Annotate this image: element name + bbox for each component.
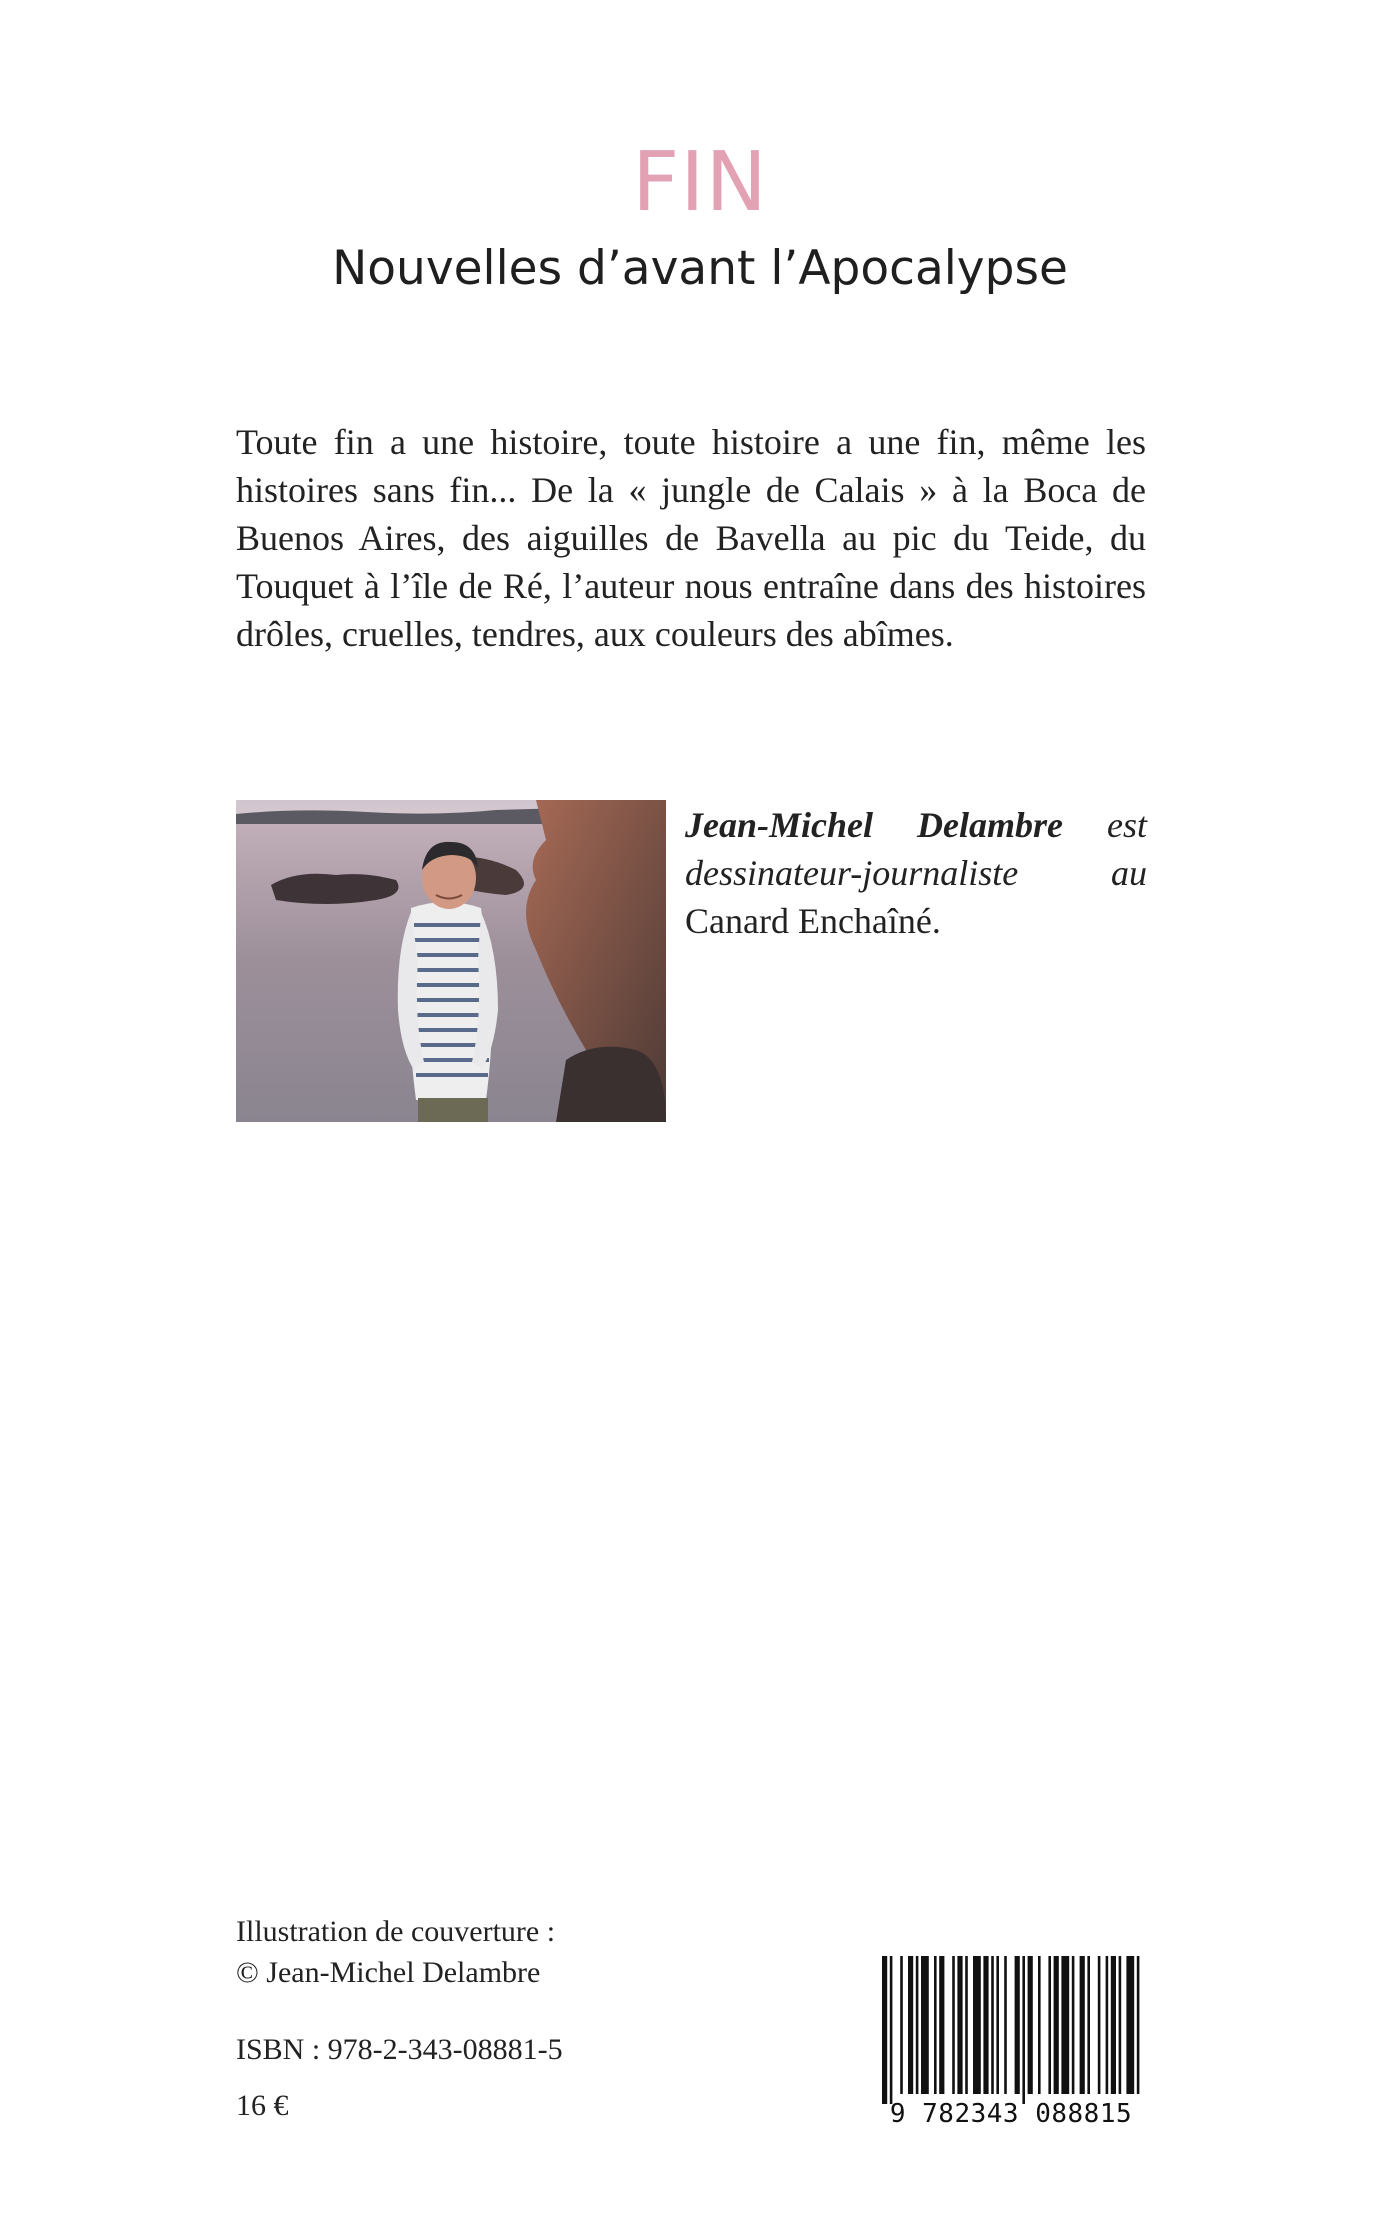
barcode-bar: [1054, 1956, 1059, 2094]
back-cover-blurb: [236, 418, 1146, 658]
author-bio: [685, 801, 1147, 945]
barcode-bar: [1119, 1956, 1122, 2094]
barcode-bar: [1038, 1956, 1041, 2094]
barcode-bar: [1028, 1956, 1033, 2094]
barcode-bar: [1087, 1956, 1090, 2094]
barcode-bar: [1004, 1956, 1007, 2094]
illustration-author: © Jean-Michel Delambre: [236, 1956, 541, 1989]
barcode-bar: [973, 1956, 981, 2094]
barcode-bar: [957, 1956, 962, 2094]
barcode-bar: [1048, 1956, 1051, 2094]
barcode-bar: [1106, 1956, 1109, 2094]
barcode-bar: [991, 1956, 994, 2094]
illustration-label: Illustration de couverture :: [236, 1915, 556, 1948]
barcode-bar: [916, 1956, 919, 2094]
barcode-graphic: [872, 1956, 1150, 2128]
barcode-bar: [908, 1956, 913, 2094]
barcode-bar: [900, 1956, 903, 2094]
barcode-bar: [1022, 1956, 1025, 2104]
barcode-bar: [983, 1956, 988, 2094]
barcode-bar: [1111, 1956, 1116, 2094]
barcode-bar: [1072, 1956, 1075, 2094]
barcode-bar: [934, 1956, 937, 2094]
barcode-bar: [921, 1956, 929, 2094]
blurb-text: Toute fin a une histoire, toute histoire a une fin, même les histoires sans fin... De la « jungle de Calais » à la Boca de Buenos Aires, des aiguilles de Bavella au pic du Teide, du Touquet à l’île de Ré, l’auteur nous entraîne dans des histoires drôles, cruelles, tendres, aux couleurs des abîmes.: [236, 422, 1146, 654]
bio-publication: Canard Enchaîné.: [685, 901, 941, 941]
barcode: [872, 1956, 1150, 2128]
barcode-bar: [939, 1956, 944, 2094]
barcode-bar: [1137, 1956, 1140, 2094]
book-title: FIN: [632, 135, 768, 230]
barcode-bar: [1126, 1956, 1134, 2094]
barcode-bar: [1080, 1956, 1085, 2094]
barcode-bar: [1015, 1956, 1020, 2094]
barcode-bar: [1061, 1956, 1069, 2094]
bio-role: dessinateur-journaliste au: [685, 853, 1147, 893]
barcode-bar: [1098, 1956, 1101, 2094]
book-subtitle: Nouvelles d’avant l’Apocalypse: [332, 241, 1068, 296]
barcode-bar: [890, 1956, 893, 2104]
bio-est: est: [1107, 805, 1148, 845]
barcode-bar: [952, 1956, 955, 2094]
barcode-bar: [965, 1956, 968, 2094]
isbn: ISBN : 978-2-343-08881-5: [236, 2033, 563, 2066]
bio-line-1: [685, 801, 1147, 849]
illustration-credit: [236, 1911, 555, 1993]
barcode-number: 9 782343 088815: [889, 2099, 1133, 2128]
barcode-bar: [996, 1956, 999, 2094]
author-photo: [236, 800, 666, 1122]
price: 16 €: [236, 2089, 289, 2122]
barcode-bar: [882, 1956, 887, 2104]
author-name: Jean-Michel Delambre: [685, 805, 1063, 845]
